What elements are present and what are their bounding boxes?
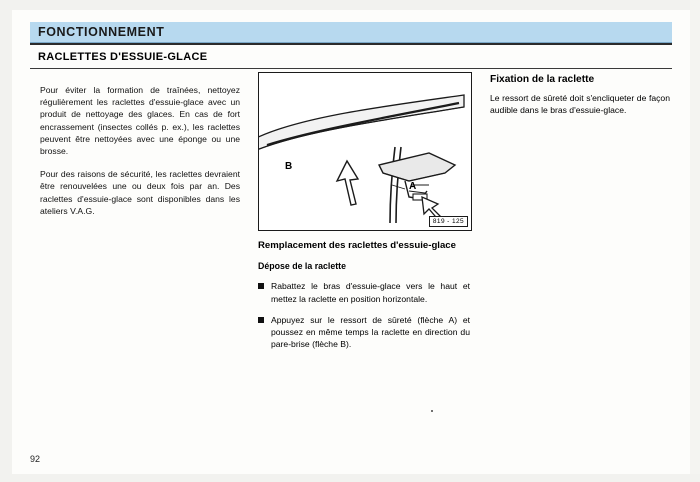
figure-callout-b: B [285,161,293,172]
scan-edge-right [690,0,700,482]
scan-edge-top [0,0,700,10]
figure-code-label: 819 - 125 [429,216,468,227]
page-header-title: FONCTIONNEMENT [38,25,165,39]
middle-column [258,72,470,350]
wiper-figure [258,72,472,231]
section-divider [30,68,672,69]
right-body-text: Le ressort de sûreté doit s'encliqueter de façon audible dans le bras d'essuie-glace. [490,93,670,116]
left-text-column [40,84,240,228]
list-item-text: Appuyez sur le ressort de sûreté (flèche A) et poussez en même temps la raclette en direction du pare-brise (flèche B). [271,314,470,350]
scan-edge-left [0,0,12,482]
figure-callout-a: A [409,181,417,192]
list-item [258,280,470,304]
wiper-diagram-icon [259,73,471,230]
right-column [490,74,670,116]
section-title: RACLETTES D'ESSUIE-GLACE [38,51,208,63]
middle-heading: Remplacement des raclettes d'essuie-glace [258,240,456,251]
bullet-square-icon [258,283,264,289]
list-item-text: Rabattez le bras d'essuie-glace vers le haut et mettez la raclette en position horizontale. [271,281,470,304]
scan-speck [431,410,433,412]
paragraph-cleaning: Pour éviter la formation de traînées, nettoyez régulièrement les raclettes d'essuie-glace avec un produit de nettoyage des glaces. En cas de fort encrassement (insectes collés p. ex.), les raclettes peuvent être nettoyées avec une éponge ou une brosse. [40,85,240,157]
list-item [258,314,470,351]
middle-subheading: Dépose de la raclette [258,261,347,272]
page-number: 92 [30,454,41,464]
paragraph-replacement-interval: Pour des raisons de sécurité, les raclettes devraient être renouvelées une ou deux fois par an. Des raclettes d'essuie-glace sont disponibles dans les ateliers V.A.G. [40,169,240,216]
header-divider [30,43,672,45]
bullet-square-icon [258,317,264,323]
right-heading: Fixation de la raclette [490,74,595,85]
scan-edge-bottom [0,474,700,482]
